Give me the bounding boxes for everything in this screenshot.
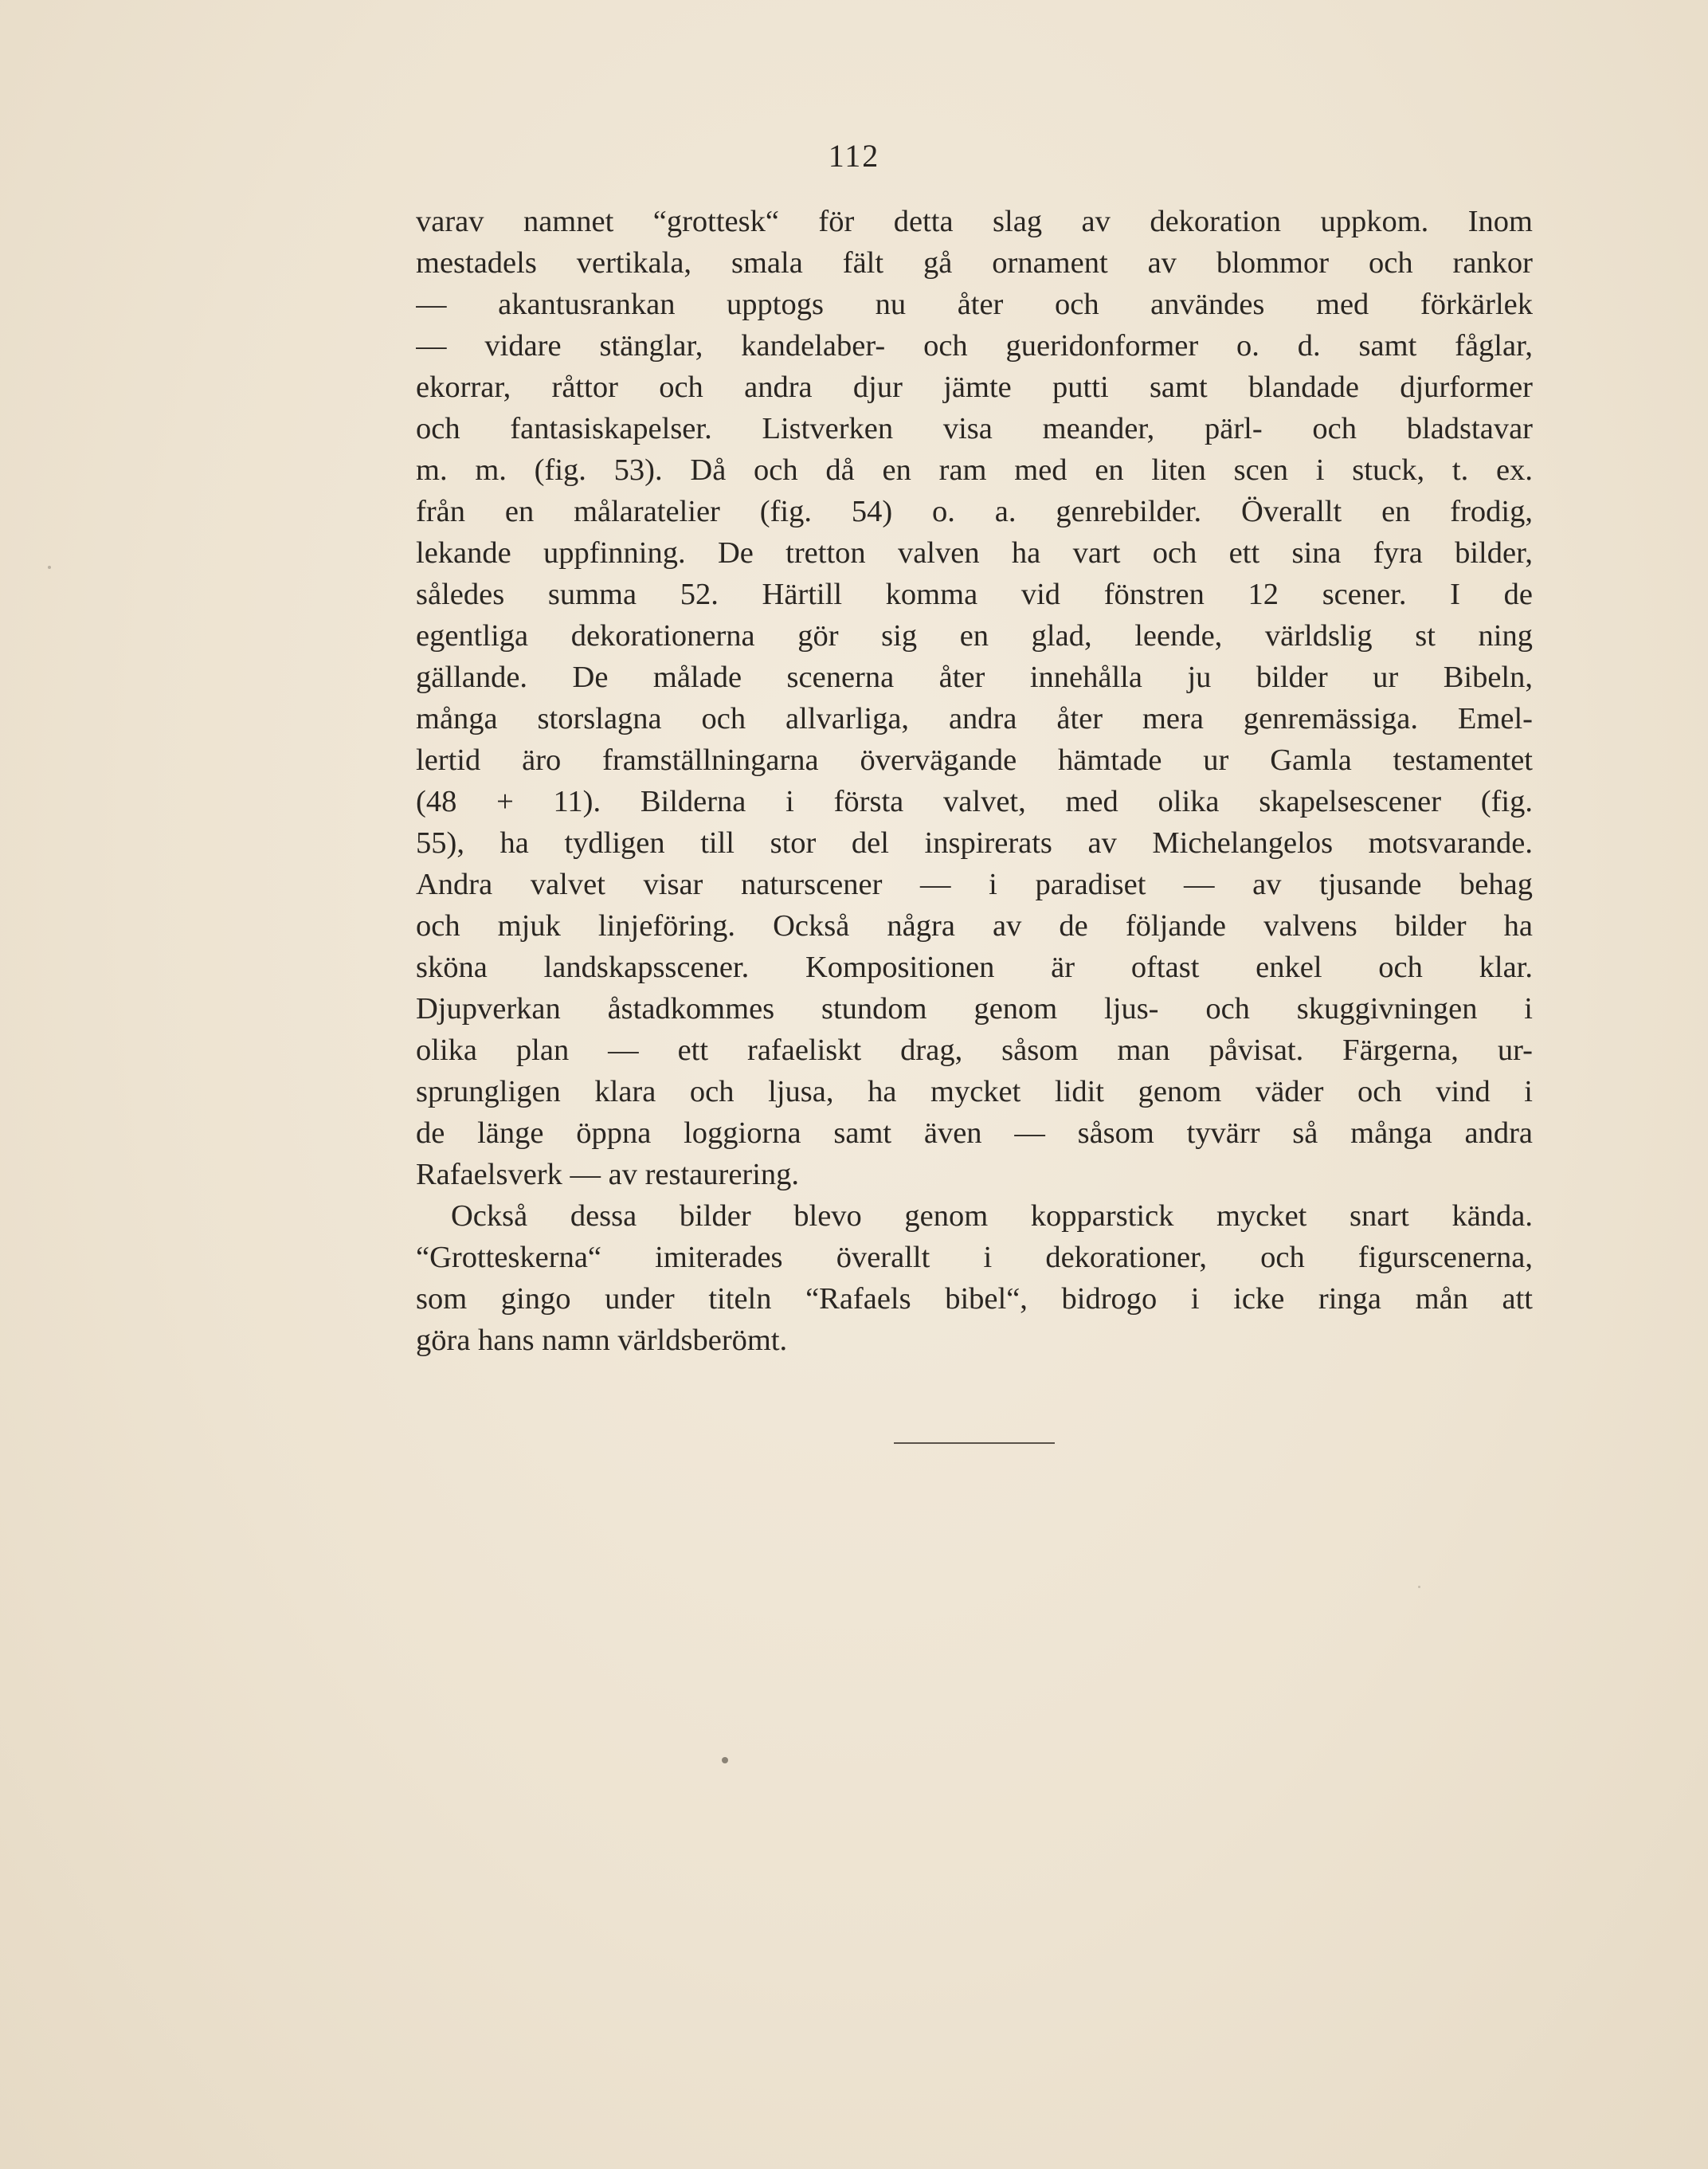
text-line: de länge öppna loggiorna samt även — såsom tyvärr så många andra — [416, 1116, 1533, 1150]
text-line: Rafaelsverk — av restaurering. — [416, 1158, 800, 1191]
text-line: som gingo under titeln “Rafaels bibel“, bidrogo i icke ringa mån att — [416, 1282, 1533, 1316]
text-line: lertid äro framställningarna övervägande hämtade ur Gamla testamentet — [416, 743, 1533, 777]
text-line: Också dessa bilder blevo genom kopparstick mycket snart kända. — [451, 1199, 1533, 1233]
text-line: (48 + 11). Bilderna i första valvet, med olika skapelsescener (fig. — [416, 785, 1533, 818]
text-line: olika plan — ett rafaeliskt drag, såsom man påvisat. Färgerna, ur- — [416, 1034, 1533, 1067]
text-line: — vidare stänglar, kandelaber- och gueridonformer o. d. samt fåglar, — [416, 329, 1533, 363]
paper-speck — [1418, 1586, 1420, 1588]
text-line: 55), ha tydligen till stor del inspirerats av Michelangelos motsvarande. — [416, 826, 1533, 860]
text-line: varav namnet “grottesk“ för detta slag av dekoration uppkom. Inom — [416, 205, 1533, 238]
text-line: således summa 52. Härtill komma vid fönstren 12 scener. I de — [416, 578, 1533, 611]
text-line: egentliga dekorationerna gör sig en glad, leende, världslig st ning — [416, 619, 1533, 653]
page-number: 112 — [828, 138, 880, 174]
text-line: lekande uppfinning. De tretton valven ha vart och ett sina fyra bilder, — [416, 536, 1533, 570]
text-line: Andra valvet visar naturscener — i paradiset — av tjusande behag — [416, 868, 1533, 901]
paper-speck — [722, 1757, 728, 1763]
section-end-rule — [894, 1442, 1055, 1444]
text-line: m. m. (fig. 53). Då och då en ram med en liten scen i stuck, t. ex. — [416, 453, 1533, 487]
text-line: ekorrar, råttor och andra djur jämte putti samt blandade djurformer — [416, 371, 1533, 404]
text-line: sprungligen klara och ljusa, ha mycket lidit genom väder och vind i — [416, 1075, 1533, 1108]
text-line: gällande. De målade scenerna åter innehålla ju bilder ur Bibeln, — [416, 661, 1533, 694]
text-line: “Grotteskerna“ imiterades överallt i dekorationer, och figurscenerna, — [416, 1241, 1533, 1274]
text-line: och mjuk linjeföring. Också några av de följande valvens bilder ha — [416, 909, 1533, 943]
text-line: mestadels vertikala, smala fält gå ornament av blommor och rankor — [416, 246, 1533, 280]
body-text — [416, 201, 1533, 1361]
text-line: göra hans namn världsberömt. — [416, 1324, 788, 1357]
text-line: från en målaratelier (fig. 54) o. a. genrebilder. Överallt en frodig, — [416, 495, 1533, 528]
paper-speck — [48, 566, 51, 569]
text-line: Djupverkan åstadkommes stundom genom ljus- och skuggivningen i — [416, 992, 1533, 1026]
text-line: och fantasiskapelser. Listverken visa meander, pärl- och bladstavar — [416, 412, 1533, 445]
text-line: sköna landskapsscener. Kompositionen är oftast enkel och klar. — [416, 951, 1533, 984]
text-line: många storslagna och allvarliga, andra åter mera genremässiga. Emel- — [416, 702, 1533, 735]
text-line: — akantusrankan upptogs nu åter och användes med förkärlek — [416, 288, 1533, 321]
